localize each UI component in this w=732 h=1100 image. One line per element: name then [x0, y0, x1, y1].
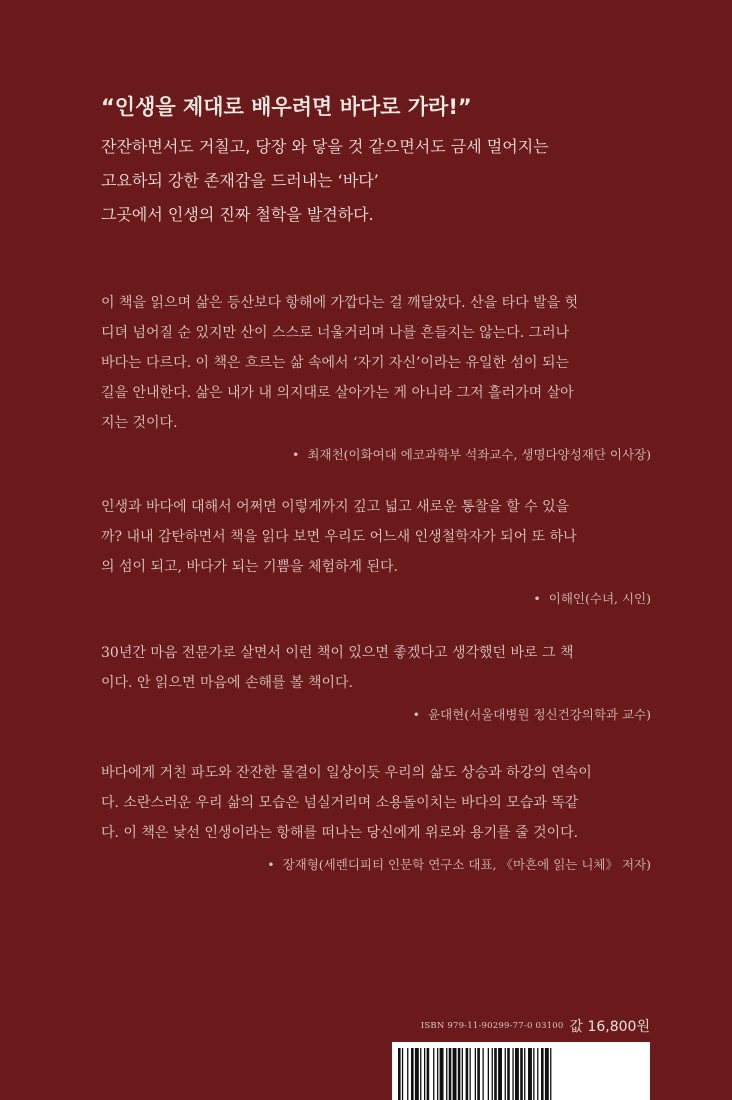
barcode-bar [470, 1048, 471, 1100]
review-text [101, 492, 651, 582]
barcode-bar [475, 1048, 476, 1100]
intro-line: 잔잔하면서도 거칠고, 당장 와 닿을 것 같으면서도 금세 멀어지는 [101, 137, 549, 156]
review-line: 다. 이 책은 낯선 인생이라는 항해를 떠나는 당신에게 위로와 용기를 줄 것이다. [101, 825, 579, 841]
review-block [101, 492, 651, 610]
barcode-bar [492, 1048, 493, 1100]
barcode-bar [411, 1048, 414, 1100]
barcode-bar [528, 1048, 532, 1100]
review-line: 이 책을 읽으며 삶은 등산보다 항해에 가깝다는 걸 깨달았다. 산을 타다 발을 헛 [101, 295, 579, 311]
barcode-bar [407, 1048, 408, 1100]
barcode-bar [402, 1048, 403, 1100]
isbn-number: ISBN 979-11-90299-77-0 03100 [420, 1021, 564, 1031]
intro-line: 고요하되 강한 존재감을 드러내는 ‘바다’ [101, 171, 379, 190]
attribution-text: 이해인(수녀, 시인) [548, 591, 651, 606]
bullet-marker: • [267, 857, 275, 872]
barcode-bar [545, 1048, 549, 1100]
barcode-bar [427, 1048, 430, 1100]
headline-quote: “인생을 제대로 배우려면 바다로 가라!” [101, 95, 472, 119]
review-line: 디뎌 넘어질 순 있지만 산이 스스로 너울거리며 나를 흔들지는 않는다. 그러나 [101, 325, 570, 341]
attribution-text: 윤대현(서울대병원 정신건강의학과 교수) [428, 707, 651, 722]
barcode-bar [512, 1048, 513, 1100]
barcode-bar [494, 1048, 497, 1100]
barcode [392, 1042, 650, 1100]
review-text [101, 758, 651, 848]
review-attribution [101, 854, 651, 876]
review-block [101, 758, 651, 876]
bullet-marker: • [533, 591, 541, 606]
barcode-bar [505, 1048, 506, 1100]
barcode-bar [433, 1048, 434, 1100]
barcode-bar [462, 1048, 463, 1100]
intro-line: 그곳에서 인생의 진짜 철학을 발견하다. [101, 205, 374, 224]
review-attribution [101, 444, 651, 466]
barcode-bar [520, 1048, 523, 1100]
barcode-bar [488, 1048, 489, 1100]
review-block [101, 288, 651, 466]
barcode-bar [415, 1048, 419, 1100]
review-block [101, 638, 651, 726]
attribution-text: 장재형(세렌디피티 인문학 연구소 대표, 《마흔에 읽는 니체》 저자) [282, 857, 651, 872]
review-attribution [101, 588, 651, 610]
intro-paragraph [101, 130, 661, 232]
attribution-text: 최재천(이화여대 에코과학부 석좌교수, 생명다양성재단 이사장) [307, 447, 651, 462]
barcode-bar [437, 1048, 438, 1100]
barcode-bar [541, 1048, 544, 1100]
barcode-bar [524, 1048, 525, 1100]
price-label: 값 16,800원 [569, 1019, 650, 1035]
review-line: 지는 것이다. [101, 415, 178, 431]
barcode-bar [453, 1048, 457, 1100]
review-line: 길을 안내한다. 삶은 내가 내 의지대로 살아가는 게 아니라 그저 흘러가며 살아 [101, 385, 574, 401]
isbn-price-row [392, 1014, 650, 1038]
barcode-bar [424, 1048, 425, 1100]
barcode-bar [420, 1048, 421, 1100]
barcode-bar [398, 1048, 401, 1100]
barcode-bar [498, 1048, 502, 1100]
barcode-bar [446, 1048, 447, 1100]
barcode-bar [533, 1048, 534, 1100]
bullet-marker: • [292, 447, 300, 462]
barcode-bar [466, 1048, 469, 1100]
barcode-bar [449, 1048, 452, 1100]
barcode-bar [440, 1048, 444, 1100]
barcode-graphic [392, 1042, 650, 1100]
review-line: 의 섬이 되고, 바다가 되는 기쁨을 체험하게 된다. [101, 559, 399, 575]
review-line: 까? 내내 감탄하면서 책을 읽다 보면 우리도 어느새 인생철학자가 되어 또 하나 [101, 529, 577, 545]
review-line: 30년간 마음 전문가로 살면서 이런 책이 있으면 좋겠다고 생각했던 바로 그 책 [101, 645, 574, 661]
barcode-bar [507, 1048, 510, 1100]
barcode-bar [550, 1048, 551, 1100]
review-line: 이다. 안 읽으면 마음에 손해를 볼 책이다. [101, 675, 353, 691]
barcode-bar [458, 1048, 461, 1100]
bullet-marker: • [412, 707, 421, 722]
review-line: 인생과 바다에 대해서 어쩌면 이렇게까지 깊고 넓고 새로운 통찰을 할 수 있을 [101, 499, 570, 515]
review-line: 바다는 다르다. 이 책은 흐르는 삶 속에서 ‘자기 자신’이라는 유일한 섬이 되는 [101, 355, 570, 371]
barcode-bar [483, 1048, 484, 1100]
review-text [101, 638, 651, 698]
barcode-bar [477, 1048, 480, 1100]
review-attribution [101, 704, 651, 726]
review-line: 바다에게 거친 파도와 잔잔한 물결이 일상이듯 우리의 삶도 상승과 하강의 연속이 [101, 765, 592, 781]
review-text [101, 288, 651, 438]
barcode-bar [537, 1048, 538, 1100]
barcode-bar [515, 1048, 519, 1100]
review-line: 다. 소란스러운 우리 삶의 모습은 넘실거리며 소용돌이치는 바다의 모습과 똑같 [101, 795, 579, 811]
